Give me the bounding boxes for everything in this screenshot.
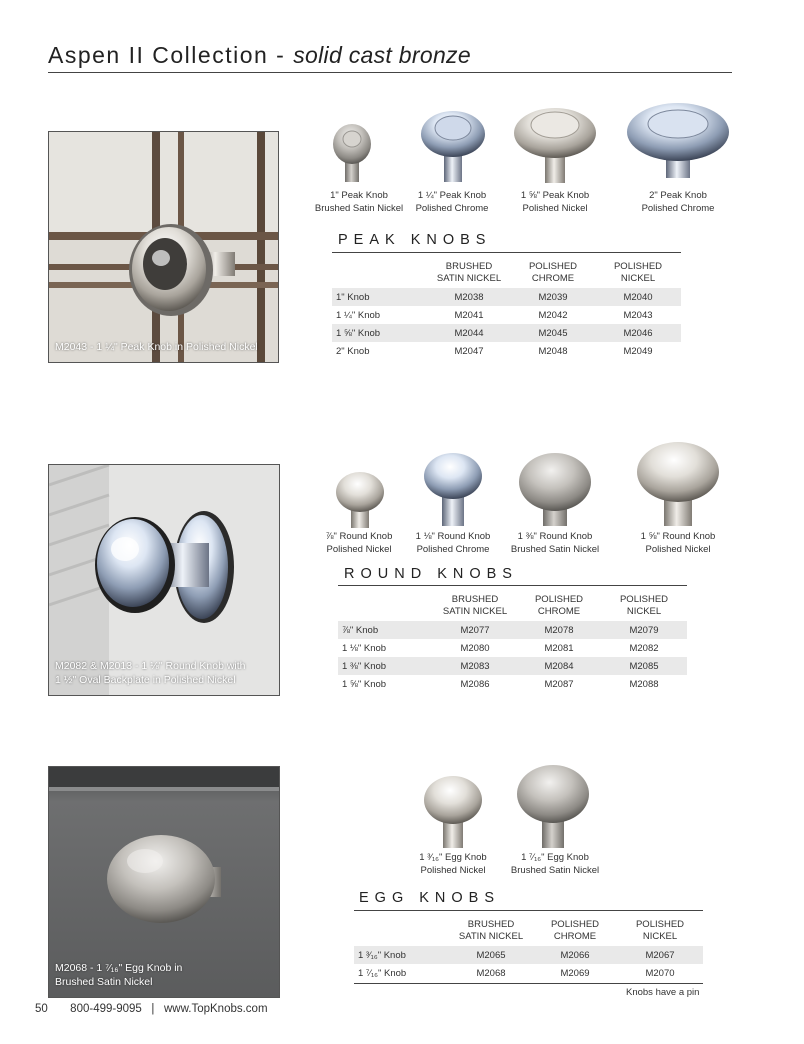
col-header: POLISHED CHROME: [534, 594, 584, 617]
peak-knob-1in-image: [332, 122, 372, 186]
egg-spec-table: [354, 919, 703, 982]
round-knob-1-375in-image: [518, 452, 592, 528]
peak-knob-label: [500, 189, 610, 215]
table-header-row: [338, 594, 687, 621]
knob-finish: Polished Nickel: [326, 544, 392, 555]
knob-finish: Brushed Satin Nickel: [510, 544, 600, 555]
page-title: [48, 42, 471, 69]
peak-knob-label: [623, 189, 733, 215]
round-knob-1-125in-image: [423, 452, 483, 528]
page-number: 50: [35, 1003, 48, 1015]
egg-table-bottom-rule: [354, 983, 703, 984]
knob-size: 2" Peak Knob: [649, 190, 707, 201]
peak-knob-photo-image: [49, 132, 278, 362]
knob-finish: Brushed Satin Nickel: [510, 865, 600, 876]
peak-knob-2in-image: [626, 102, 730, 182]
col-header: POLISHED CHROME: [550, 919, 600, 942]
col-header: POLISHED CHROME: [528, 261, 578, 284]
peak-knob-1in: [332, 122, 372, 186]
page-footer: [35, 1003, 268, 1015]
knob-finish: Polished Chrome: [416, 544, 490, 555]
egg-section-rule: [354, 910, 703, 911]
round-knob-label: [623, 530, 733, 556]
peak-photo-caption: M2043 - 1 ¼" Peak Knob in Polished Nickel: [55, 341, 258, 353]
col-header: POLISHED NICKEL: [635, 919, 685, 942]
table-row: 1 ⅜" Knob M2083 M2084 M2085: [338, 657, 687, 675]
table-row: 1 ⅝" Knob M2044 M2045 M2046: [332, 324, 681, 342]
egg-knob-1-1875in-image: [423, 774, 483, 850]
table-row: 1" Knob M2038 M2039 M2040: [332, 288, 681, 306]
round-knob-1-125in: [423, 452, 483, 528]
peak-knob-1-625in-image: [513, 107, 597, 187]
table-header-row: [354, 919, 703, 946]
title-dash: -: [276, 42, 286, 68]
peak-knob-photo: [48, 131, 279, 363]
egg-knob-label: [500, 851, 610, 877]
round-spec-table: [338, 594, 687, 693]
knob-size: 1 ⅜" Round Knob: [517, 531, 593, 542]
footer-separator: |: [151, 1003, 155, 1015]
knob-size: 1 ¼" Peak Knob: [417, 190, 487, 201]
round-knob-0-875in-image: [335, 470, 385, 530]
pin-note: Knobs have a pin: [626, 987, 700, 998]
knob-finish: Polished Chrome: [415, 203, 489, 214]
round-knob-label: [398, 530, 508, 556]
round-knob-0-875in: [335, 470, 385, 530]
table-row: 1 ⁷⁄₁₆" Knob M2068 M2069 M2070: [358, 967, 675, 979]
peak-section-rule: [332, 252, 681, 253]
phone-number: 800-499-9095: [70, 1003, 142, 1015]
round-knob-1-625in-image: [636, 440, 720, 528]
round-section-rule: [338, 585, 687, 586]
table-row: 1 ⅛" Knob M2080 M2081 M2082: [342, 642, 659, 654]
egg-knob-1-4375in-image: [516, 764, 590, 850]
knob-finish: Polished Nickel: [420, 865, 486, 876]
knob-finish: Polished Nickel: [522, 203, 588, 214]
peak-section-title: PEAK KNOBS: [338, 232, 492, 248]
knob-finish: Polished Nickel: [645, 544, 711, 555]
table-row: 1 ⅝" Knob M2086 M2087 M2088: [342, 678, 659, 690]
egg-knob-1-4375in: [516, 764, 590, 850]
knob-size: 1 ⁷⁄₁₆" Egg Knob: [521, 852, 589, 863]
round-knob-1-375in: [518, 452, 592, 528]
table-row: 1 ³⁄₁₆" Knob M2065 M2066 M2067: [354, 946, 703, 964]
egg-knob-1-1875in: [423, 774, 483, 850]
egg-knob-label: [398, 851, 508, 877]
knob-size: ⅞" Round Knob: [325, 531, 393, 542]
table-row: 2" Knob M2047 M2048 M2049: [336, 345, 653, 357]
round-section-title: ROUND KNOBS: [344, 566, 518, 582]
peak-knob-label: [397, 189, 507, 215]
col-header: POLISHED NICKEL: [613, 261, 663, 284]
peak-knob-2in: [626, 102, 730, 182]
knob-finish: Brushed Satin Nickel: [314, 203, 404, 214]
peak-knob-1-25in: [420, 110, 486, 186]
col-header: BRUSHED SATIN NICKEL: [436, 261, 502, 284]
table-row: ⅞" Knob M2077 M2078 M2079: [338, 621, 687, 639]
table-header-row: [332, 261, 681, 288]
collection-name: Aspen II Collection: [48, 42, 269, 68]
knob-size: 1 ⅝" Peak Knob: [520, 190, 590, 201]
peak-knob-1-625in: [513, 107, 597, 187]
table-row: 1 ¼" Knob M2041 M2042 M2043: [336, 309, 653, 321]
collection-subtitle: solid cast bronze: [293, 42, 471, 68]
egg-section-title: EGG KNOBS: [359, 890, 501, 906]
knob-size: 1" Peak Knob: [330, 190, 388, 201]
title-rule: [48, 72, 732, 73]
egg-photo-caption: M2068 - 1 ⁷⁄₁₆" Egg Knob in Brushed Satin Nickel: [55, 962, 183, 988]
round-photo-caption: M2082 & M2013 - 1 ⅛" Round Knob with 1 ½" Oval Backplate in Polished Nickel: [55, 660, 246, 686]
knob-size: 1 ³⁄₁₆" Egg Knob: [419, 852, 487, 863]
peak-knob-1-25in-image: [420, 110, 486, 186]
col-header: BRUSHED SATIN NICKEL: [458, 919, 524, 942]
round-knob-photo: [48, 464, 280, 696]
round-knob-label: [500, 530, 610, 556]
egg-knob-photo: [48, 766, 280, 998]
website-link[interactable]: www.TopKnobs.com: [163, 1003, 268, 1015]
knob-size: 1 ⅛" Round Knob: [415, 531, 491, 542]
round-knob-1-625in: [636, 440, 720, 528]
peak-spec-table: [332, 261, 681, 360]
col-header: BRUSHED SATIN NICKEL: [442, 594, 508, 617]
knob-finish: Polished Chrome: [641, 203, 715, 214]
knob-size: 1 ⅝" Round Knob: [640, 531, 716, 542]
col-header: POLISHED NICKEL: [619, 594, 669, 617]
